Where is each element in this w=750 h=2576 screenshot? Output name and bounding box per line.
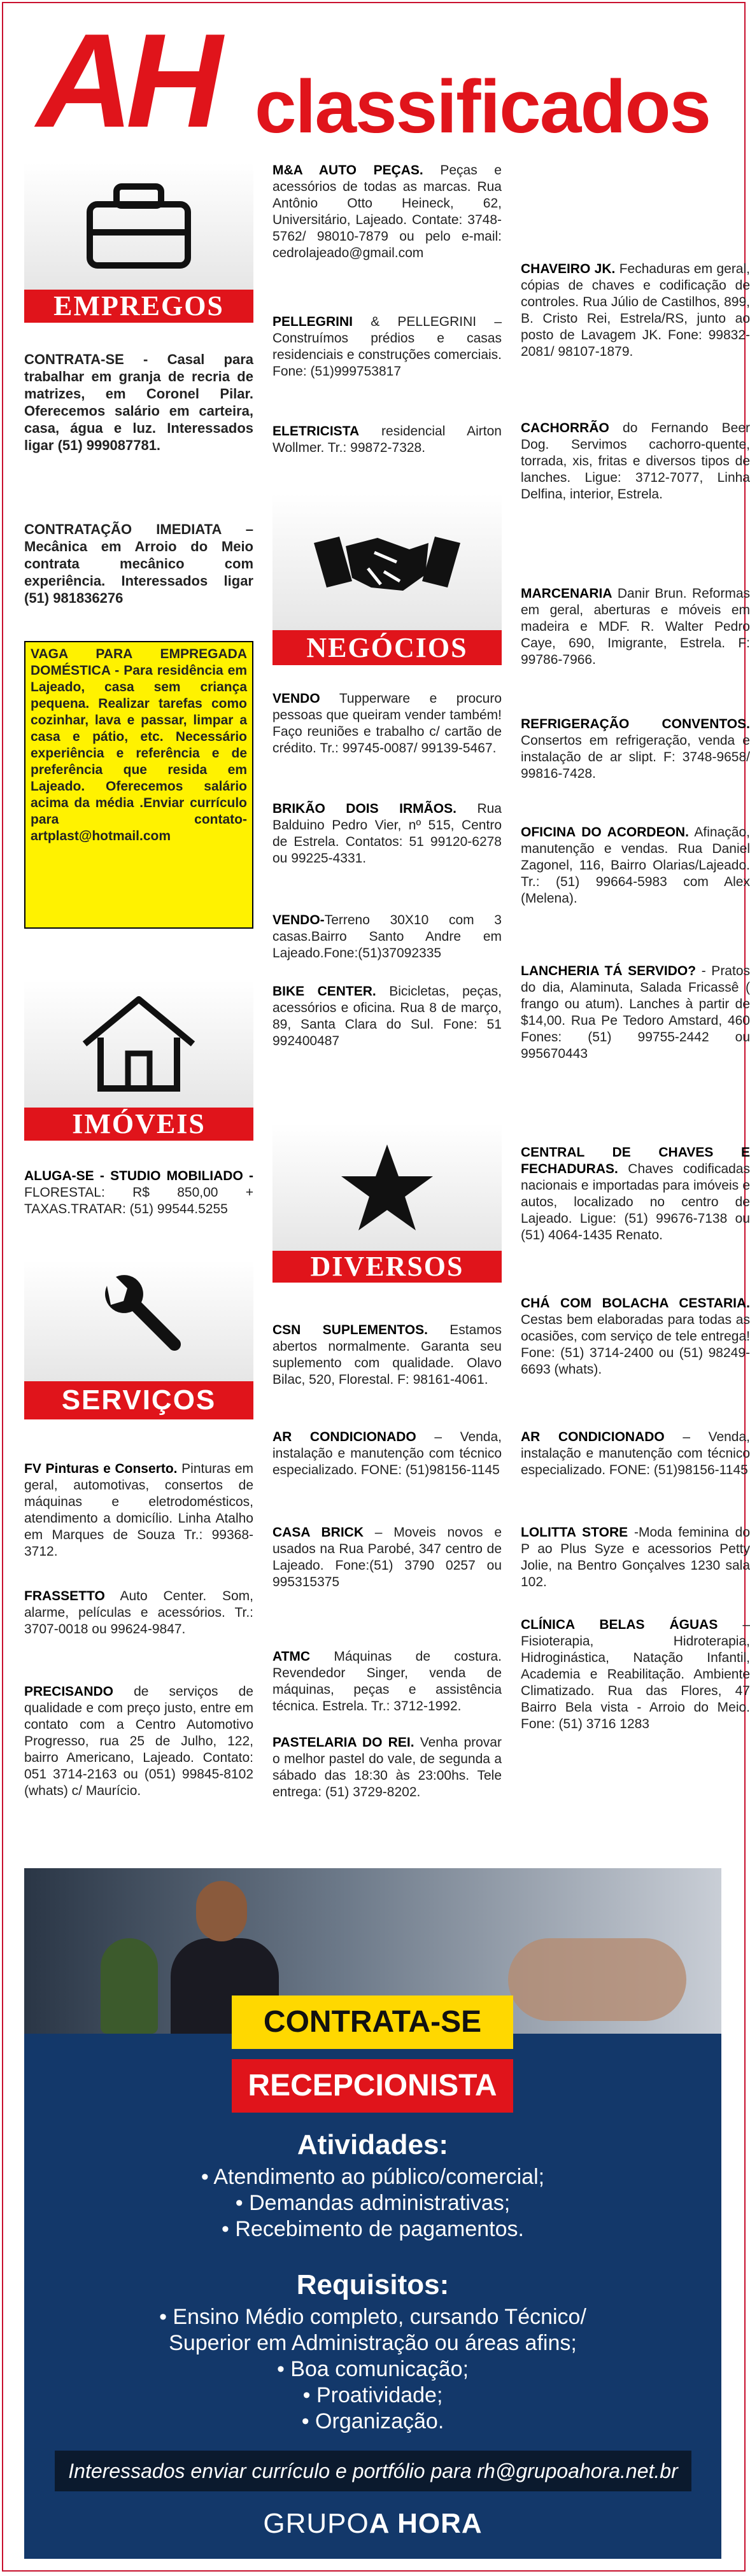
ad-vendo-terreno [272,912,502,962]
ad-lancheria-ta-servido [521,963,750,1062]
list-item: • Atendimento ao público/comercial; [201,2165,545,2189]
ad-vaga-empregada: VAGA PARA EMPREGADA DOMÉSTICA - Para residência em Lajeado, casa sem criança pequena. Realizar tarefas como cozinhar, lava e passar, limpar a casa e pátio, etc. Necessário experiência e referência e de preferência que resida em Lajeado. Oferecemos salário acima da média .Enviar currículo para contato-artplast@hotmail.com [24,641,253,929]
section-title: DIVERSOS [272,1251,502,1283]
ad-title: REFRIGERAÇÃO CONVENTOS. [521,717,750,731]
ad-bike-center [272,983,502,1050]
ad-title: FRASSETTO [24,1589,105,1603]
section-negocios [272,493,502,665]
section-empregos [24,162,253,323]
banner-recepcionista: RECEPCIONISTA [232,2059,513,2113]
wrench-icon [88,1273,190,1369]
ad-contrata-se: CONTRATA-SE - Casal para trabalhar em granja de recria de matrizes, em Coronel Pilar. Oferecemos salário em carteira, casa, água e luz. Interessados ligar (51) 999087781. [24,351,253,453]
ad-body: Máquinas de costura. Revendedor Singer, venda de máquinas, peças e assistência técnica. Estrela. Tr.: 3712-1992. [272,1649,502,1714]
ad-title: M&A AUTO PEÇAS. [272,163,423,178]
ad-body: - Pratos do dia, Alaminuta, Salada Fricassê ( frango ou atum). Lanches à partir de $14,00. Rua Pe Tedoro Amstard, 460 Fones: (51) 99755-2442 ou 995670443 [521,964,750,1061]
atividades-list [24,2164,721,2242]
ad-chaveiro-jk [521,261,750,360]
ad-body: Fechaduras em geral, cópias de chaves e codificação de controles. Rua Júlio de Castilhos, 899, B. Cristo Rei, Estrela/RS, junto ao posto de Lavagem JK. Fone: 99832-2081/ 98107-1879. [521,262,750,359]
ad-body: – Fisioterapia, Hidroterapia, Hidroginástica, Natação Infantil, Academia e Reabilitação. Ambiente Climatizado. Rua das Flores, 47 Bairro Bela vista - Arroio do Meio. Fone: (51) 3716 1283 [521,1617,750,1731]
briefcase-icon [85,181,193,271]
masthead [0,0,750,153]
ad-title: CSN SUPLEMENTOS. [272,1323,428,1337]
ad-pellegrini [272,314,502,380]
ad-precisando [24,1684,253,1799]
ad-title: LOLITTA STORE [521,1525,628,1540]
ad-pastelaria-do-rei [272,1735,502,1801]
ad-refrigeracao-conventos [521,716,750,782]
ad-body: -Moda feminina do P ao Plus Syze e acessorios Petty Jolie, na Bentro Gonçalves 1230 sala 102. [521,1525,750,1589]
ad-frassetto [24,1588,253,1638]
ad-body: Estamos abertos normalmente. Garanta seu suplemento com qualidade. Olavo Bilac, 520, Florestal. F: 98161-4061. [272,1323,502,1387]
list-item: • Boa comunicação; [276,2357,469,2381]
ad-eletricista [272,423,502,456]
ad-ma-auto-pecas [272,162,502,262]
ad-vendo-tupperware [272,691,502,757]
ad-clinica-belas-aguas [521,1617,750,1733]
ad-csn-suplementos [272,1322,502,1388]
section-image [272,493,502,630]
plant-image [101,1938,158,2034]
requisitos-heading: Requisitos: [296,2269,449,2300]
ad-title: CASA BRICK [272,1525,364,1540]
ad-title: CHAVEIRO JK. [521,262,616,276]
ad-cha-com-bolacha [521,1295,750,1378]
ad-ar-condicionado-2 [521,1429,750,1479]
grupo-a-hora-logo [24,2508,721,2540]
ad-contratacao-imediata: CONTRATAÇÃO IMEDIATA – Mecânica em Arroio do Meio contrata mecânico com experiência. Interessados ligar (51) 981836276 [24,521,253,606]
section-image [24,1260,253,1381]
ad-body: FLORESTAL: R$ 850,00 + TAXAS.TRATAR: (51) 99544.5255 [24,1185,253,1216]
ad-title: FV Pinturas e Conserto. [24,1461,178,1476]
receptionist-head-image [196,1881,247,1941]
section-image [24,980,253,1108]
ad-brikao-dois-irmaos [272,801,502,867]
ad-body: Consertos em refrigeração, venda e instalação de ar slipt. F: 3748-9658/ 99816-7428. [521,733,750,781]
ad-body: Afinação, manutenção e vendas. Rua Daniel Zagonel, 116, Bairro Olarias/Lajeado. Tr.: (51) 99664-5983 com Alex (Melena). [521,825,750,906]
ad-body: Bicicletas, peças, acessórios e oficina. Rua 8 de março, 89, Santa Clara do Sul. Fone: 51 992400487 [272,984,502,1048]
section-title: SERVIÇOS [24,1381,253,1419]
ad-lolitta-store [521,1524,750,1591]
ad-title: AR CONDICIONADO [272,1430,416,1444]
ad-body: – Venda, instalação e manutenção com técnico especializado. FONE: (51)98156-1145 [272,1430,502,1477]
ad-body: – Moveis novos e usados na Rua Parobé, 347 centro de Lajeado. Fone:(51) 3790 0257 ou 995315375 [272,1525,502,1589]
hand-keyboard-image [508,1938,686,2021]
ad-title: VENDO- [272,913,325,927]
ad-title: BRIKÃO DOIS IRMÃOS. [272,801,456,816]
ad-title: LANCHERIA TÁ SERVIDO? [521,964,697,978]
house-icon [78,993,199,1095]
ad-central-de-chaves [521,1144,750,1244]
ad-body: Danir Brun. Reformas em geral, aberturas e móveis em madeira e MDF. R. Walter Pedro Caye, 690, Imigrante, Estrela. F: 99786-7966. [521,586,750,667]
section-image [24,162,253,290]
ad-body: Peças e acessórios de todas as marcas. Rua Antônio Otto Heineck, 62, Universitário, Lajeado. Contate: 3748-5762/ 98010-7879 ou pelo e-mail: cedrolajeado@gmail.com [272,163,502,260]
ad-body: Rua Balduino Pedro Vier, nº 515, Centro de Estrela. Contatos: 51 99120-6278 ou 99225-4331. [272,801,502,866]
ad-title: PELLEGRINI [272,314,353,329]
ad-title: CACHORRÃO [521,421,609,435]
list-item: • Recebimento de pagamentos. [222,2217,524,2241]
ad-title: ELETRICISTA [272,424,360,439]
ad-title: OFICINA DO ACORDEON. [521,825,689,840]
list-item: Superior em Administração ou áreas afins; [169,2331,577,2355]
recruitment-banner [24,1868,721,2559]
ad-body: residencial Airton Wollmer. Tr.: 99872-7328. [272,424,502,455]
ad-body: – Venda, instalação e manutenção com técnico especializado. FONE: (51)98156-1145 [521,1430,750,1477]
ad-body: Pinturas em geral, automotivas, consertos de máquinas e eletrodomésticos, atendimento a domicílio. Linha Atalho em Marques de Souza Tr.: 99368-3712. [24,1461,253,1559]
ad-title: CHÁ COM BOLACHA CESTARIA. [521,1296,750,1311]
handshake-icon [314,524,460,600]
ad-oficina-do-acordeon [521,824,750,907]
ad-body: Venha provar o melhor pastel do vale, de segunda a sábado das 18:30 às 23:00hs. Tele entrega: (51) 3729-8202. [272,1735,502,1799]
section-title: EMPREGOS [24,290,253,323]
ad-title: ATMC [272,1649,311,1664]
ad-title: AR CONDICIONADO [521,1430,665,1444]
ad-body: do Fernando Beer Dog. Servimos cachorro-quente, torrada, xis, fritas e diversos tipos de lanches. Ligue: 3712-7077, Linha Delfina, interior, Estrela. [521,421,750,502]
ad-ar-condicionado [272,1429,502,1479]
ad-cachorrao [521,420,750,503]
ad-title: CLÍNICA BELAS ÁGUAS [521,1617,718,1632]
ad-title: MARCENARIA [521,586,612,601]
ad-body: Chaves codificadas nacionais e importadas para imóveis e autos, localizado no centro de Lajeado. Ligue: (51) 99676-7138 ou (51) 4064-1435 Renato. [521,1162,750,1242]
list-item: • Ensino Médio completo, cursando Técnico/ [159,2305,586,2329]
list-item: • Proatividade; [302,2383,443,2407]
ad-atmc [272,1649,502,1715]
ad-marcenaria [521,586,750,668]
ad-body: Cestas bem elaboradas para todas as ocasiões, com serviço de tele entrega! Fone: (51) 3714-2400 ou (51) 98249-6693 (whats). [521,1313,750,1377]
ad-title: VENDO [272,691,320,706]
section-title: IMÓVEIS [24,1108,253,1141]
ad-aluga-se-studio [24,1168,253,1218]
ad-title: PASTELARIA DO REI. [272,1735,414,1750]
ad-fv-pinturas [24,1461,253,1560]
ad-title: BIKE CENTER. [272,984,376,999]
requisitos-list [24,2304,721,2435]
atividades-heading: Atividades: [297,2129,449,2160]
section-servicos [24,1260,253,1419]
logo-grupo: GRUPO [263,2508,369,2539]
ad-casa-brick [272,1524,502,1591]
masthead-ah-logo: AH [37,6,215,155]
ad-body: de serviços de qualidade e com preço justo, entre em contato com a Centro Automotivo Progresso, rua 25 de Julho, 122, bairro Americano, Lajeado. Contato: 051 3714-2163 ou (051) 99845-8102 (whats) c/ Maurício. [24,1684,253,1798]
list-item: • Organização. [301,2409,444,2433]
banner-contact-email[interactable]: Interessados enviar currículo e portfólio para rh@grupoahora.net.br [55,2451,691,2491]
ad-body: Auto Center. Som, alarme, películas e acessórios. Tr.: 3707-0018 ou 99624-9847. [24,1589,253,1636]
ad-title: CENTRAL DE CHAVES E FECHADURAS. [521,1145,750,1176]
section-imoveis [24,980,253,1141]
section-diversos [272,1123,502,1283]
section-title: NEGÓCIOS [272,630,502,665]
masthead-title: classificados [255,65,711,149]
list-item: • Demandas administrativas; [235,2191,511,2215]
ad-title: PRECISANDO [24,1684,114,1699]
banner-contrata-se: CONTRATA-SE [232,1995,513,2049]
logo-a-hora: A HORA [369,2508,483,2539]
ad-body: & PELLEGRINI – Construímos prédios e casas residenciais e construções comerciais. Fone: (51)999753817 [272,314,502,379]
ad-title: ALUGA-SE - STUDIO MOBILIADO - [24,1169,253,1183]
star-icon [339,1141,435,1234]
section-image [272,1123,502,1251]
ad-body: Terreno 30X10 com 3 casas.Bairro Santo Andre em Lajeado.Fone:(51)37092335 [272,913,502,961]
ad-body: Tupperware e procuro pessoas que queiram vender também! Faço reuniões e trabalho c/ cartão de crédito. Tr.: 99745-0087/ 99139-5467. [272,691,502,756]
